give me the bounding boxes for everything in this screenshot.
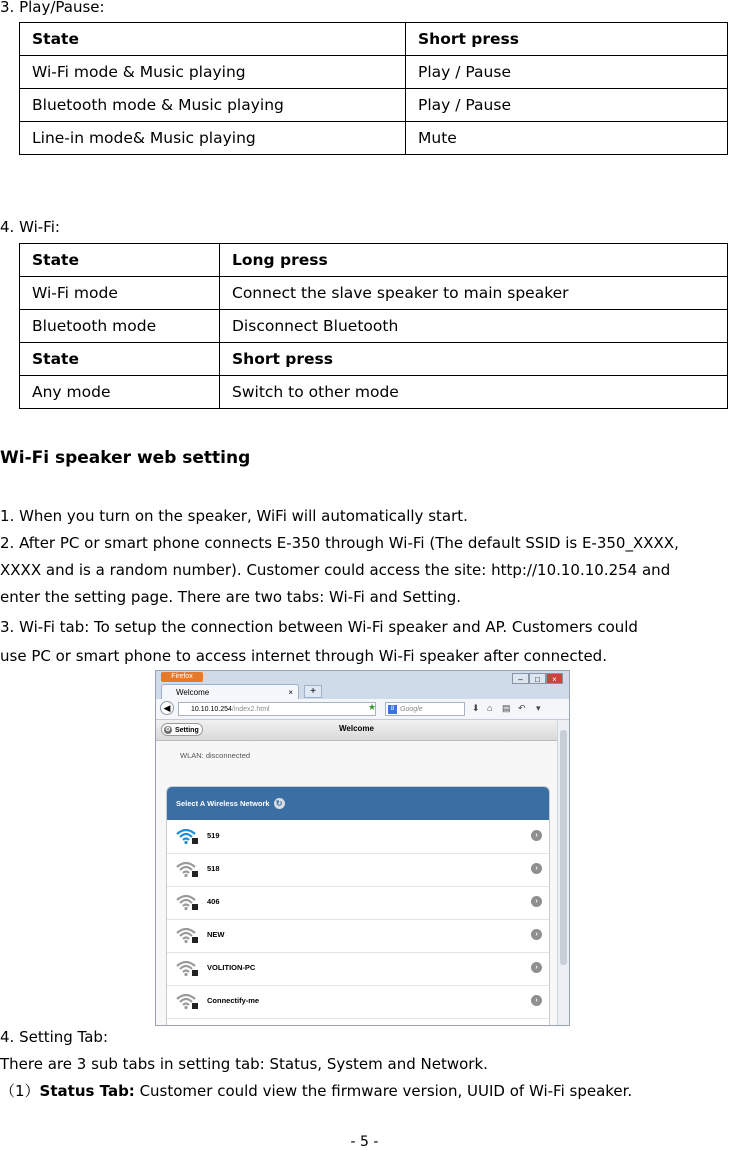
- table-row: [20, 244, 728, 277]
- table-cell: Wi-Fi mode & Music playing: [20, 56, 406, 89]
- wifi-lock-icon: [175, 860, 199, 878]
- body-line: use PC or smart phone to access internet through Wi-Fi speaker after connected.: [0, 647, 607, 665]
- table-row: [20, 23, 728, 56]
- maximize-icon[interactable]: □: [529, 673, 546, 684]
- body-line: XXXX and is a random number). Customer could access the site: http://10.10.10.254 and: [0, 561, 671, 579]
- status-tab-label: Status Tab:: [39, 1082, 135, 1100]
- table-row: [20, 310, 728, 343]
- wifi-lock-icon: [175, 992, 199, 1010]
- download-icon[interactable]: ⬇: [472, 703, 480, 713]
- table-cell: Any mode: [20, 376, 220, 409]
- star-icon[interactable]: ★: [368, 702, 377, 712]
- wifi-lock-icon: [175, 827, 199, 845]
- page-number: - 5 -: [350, 1134, 379, 1150]
- status-tab-line: [0, 1080, 632, 1102]
- table-cell: Mute: [406, 122, 728, 155]
- network-name: Connectify-me: [207, 996, 260, 1005]
- status-tab-text: Customer could view the firmware version, UUID of Wi-Fi speaker.: [134, 1082, 633, 1100]
- table-cell: Line-in mode& Music playing: [20, 122, 406, 155]
- close-window-icon[interactable]: ×: [546, 673, 563, 684]
- section-3-heading: 3. Play/Pause:: [0, 0, 105, 16]
- undo-icon[interactable]: ↶: [518, 703, 526, 713]
- browser-screenshot: [155, 670, 570, 1026]
- url-path: /index2.html: [231, 706, 270, 713]
- firefox-menu-button[interactable]: Firefox: [161, 672, 203, 682]
- play-pause-table: [19, 22, 728, 155]
- table-cell: Play / Pause: [406, 56, 728, 89]
- setting-button-label: Setting: [175, 727, 199, 734]
- scrollbar-thumb[interactable]: [560, 730, 567, 965]
- back-arrow-icon[interactable]: ◀: [160, 701, 174, 715]
- chevron-right-icon[interactable]: ›: [531, 863, 542, 874]
- network-list-item[interactable]: [167, 985, 549, 1019]
- table-header-cell: State: [20, 244, 220, 277]
- table-row: [20, 122, 728, 155]
- wifi-lock-icon: [175, 893, 199, 911]
- url-bar[interactable]: [178, 702, 376, 716]
- url-host: 10.10.10.254: [191, 706, 232, 713]
- body-line: 1. When you turn on the speaker, WiFi will automatically start.: [0, 507, 468, 525]
- network-list-item[interactable]: [167, 820, 549, 854]
- home-icon[interactable]: ⌂: [487, 703, 493, 713]
- table-header-cell: Long press: [220, 244, 728, 277]
- body-line: 2. After PC or smart phone connects E-350 through Wi-Fi (The default SSID is E-350_XXXX,: [0, 534, 679, 552]
- chevron-right-icon[interactable]: ›: [531, 962, 542, 973]
- body-line: 4. Setting Tab:: [0, 1028, 109, 1046]
- table-cell: Connect the slave speaker to main speaker: [220, 277, 728, 310]
- table-cell: Play / Pause: [406, 89, 728, 122]
- table-cell: Bluetooth mode: [20, 310, 220, 343]
- chevron-right-icon[interactable]: ›: [531, 929, 542, 940]
- body-line: enter the setting page. There are two tabs: Wi-Fi and Setting.: [0, 588, 462, 606]
- network-panel-title: Select A Wireless Network: [176, 799, 270, 808]
- new-tab-icon[interactable]: +: [304, 685, 322, 698]
- wifi-table: [19, 243, 728, 409]
- table-cell: Disconnect Bluetooth: [220, 310, 728, 343]
- page-content: [156, 741, 557, 1025]
- close-icon[interactable]: ×: [288, 688, 293, 697]
- scrollbar[interactable]: [557, 720, 570, 1025]
- body-line: 3. Wi-Fi tab: To setup the connection between Wi-Fi speaker and AP. Customers could: [0, 618, 638, 636]
- chevron-right-icon[interactable]: ›: [531, 896, 542, 907]
- network-list-item[interactable]: [167, 886, 549, 920]
- network-panel: [166, 786, 550, 1026]
- menu-icon[interactable]: ▾: [536, 703, 541, 713]
- chevron-right-icon[interactable]: ›: [531, 830, 542, 841]
- chevron-right-icon[interactable]: ›: [531, 995, 542, 1006]
- table-cell: Bluetooth mode & Music playing: [20, 89, 406, 122]
- section-4-heading: 4. Wi-Fi:: [0, 218, 60, 236]
- network-list-item[interactable]: [167, 919, 549, 953]
- list-marker: （1）: [0, 1082, 40, 1100]
- minimize-icon[interactable]: –: [512, 673, 529, 684]
- setting-button[interactable]: [161, 723, 203, 736]
- network-name: NEW: [207, 930, 225, 939]
- search-input[interactable]: [385, 702, 465, 716]
- wifi-lock-icon: [175, 926, 199, 944]
- table-header-cell: State: [20, 343, 220, 376]
- table-row: [20, 56, 728, 89]
- table-header-cell: Short press: [406, 23, 728, 56]
- navigation-bar: [156, 699, 569, 720]
- network-name: 518: [207, 864, 220, 873]
- search-placeholder: Google: [400, 706, 423, 713]
- table-row: [20, 343, 728, 376]
- wifi-lock-icon: [175, 959, 199, 977]
- google-icon: 8: [388, 705, 397, 714]
- network-list-item[interactable]: [167, 952, 549, 986]
- tab-title: Welcome: [176, 688, 210, 697]
- header-title: Welcome: [339, 724, 374, 733]
- table-header-cell: State: [20, 23, 406, 56]
- network-list-item[interactable]: [167, 853, 549, 887]
- refresh-icon[interactable]: ↻: [274, 798, 285, 809]
- section-title: Wi-Fi speaker web setting: [0, 448, 251, 468]
- network-name: VOLITION-PC: [207, 963, 256, 972]
- table-row: [20, 277, 728, 310]
- network-name: 519: [207, 831, 220, 840]
- table-cell: Switch to other mode: [220, 376, 728, 409]
- table-header-cell: Short press: [220, 343, 728, 376]
- body-line: There are 3 sub tabs in setting tab: Status, System and Network.: [0, 1055, 488, 1073]
- table-row: [20, 89, 728, 122]
- browser-tab[interactable]: [161, 684, 299, 699]
- table-cell: Wi-Fi mode: [20, 277, 220, 310]
- browser-titlebar: [156, 671, 569, 699]
- network-panel-header: [167, 787, 549, 820]
- app-header: [156, 720, 557, 741]
- gear-icon: ⚙: [165, 727, 171, 733]
- wlan-status: WLAN: disconnected: [180, 751, 251, 760]
- bookmarks-icon[interactable]: ▤: [502, 703, 511, 713]
- network-name: 406: [207, 897, 220, 906]
- table-row: [20, 376, 728, 409]
